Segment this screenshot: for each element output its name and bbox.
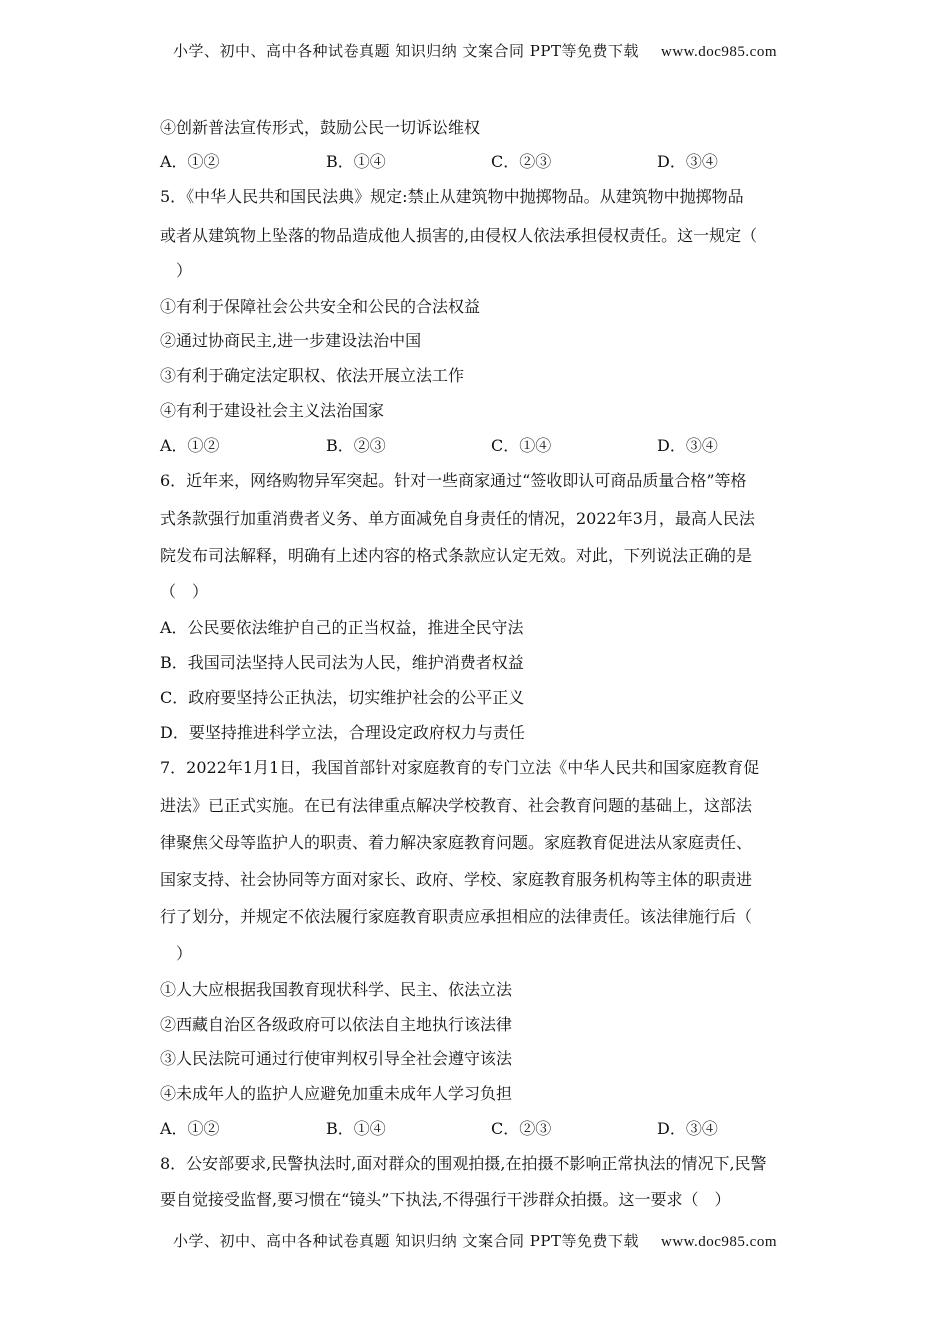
q6-stem-line-1: 6．近年来，网络购物异军突起。针对一些商家通过“签收即认可商品质量合格”等格 [160, 471, 747, 490]
q5-option-d: D．③④ [657, 436, 718, 455]
q6-option-a: A．公民要依法维护自己的正当权益，推进全民守法 [160, 618, 524, 637]
q7-stem-line-1: 7．2022年1月1日，我国首部针对家庭教育的专门立法《中华人民共和国家庭教育促 [160, 758, 760, 777]
q7-stem-line-2: 进法》已正式实施。在已有法律重点解决学校教育、社会教育问题的基础上，这部法 [160, 796, 753, 815]
q4-option-b: B．①④ [326, 152, 386, 171]
header-site-link[interactable]: www.doc985.com [660, 44, 777, 60]
q5-item-1: ①有利于保障社会公共安全和公民的合法权益 [160, 297, 481, 316]
q5-item-3: ③有利于确定法定职权、依法开展立法工作 [160, 366, 465, 385]
q6-option-b: B．我国司法坚持人民司法为人民，维护消费者权益 [160, 653, 524, 672]
q7-stem-line-4: 国家支持、社会协同等方面对家长、政府、学校、家庭教育服务机构等主体的职责进 [160, 870, 753, 889]
q5-stem-line-3: ） [160, 261, 193, 280]
q5-item-2: ②通过协商民主,进一步建设法治中国 [160, 331, 422, 350]
header-text: 小学、初中、高中各种试卷真题 知识归纳 文案合同 PPT等免费下载 [172, 42, 639, 60]
q5-option-a: A．①② [160, 436, 220, 455]
q7-item-3: ③人民法院可通过行使审判权引导全社会遵守该法 [160, 1049, 513, 1068]
q8-stem-line-1: 8．公安部要求,民警执法时,面对群众的围观拍摄,在拍摄不影响正常执法的情况下,民警 [160, 1154, 767, 1173]
q4-item-4: ④创新普法宣传形式，鼓励公民一切诉讼维权 [160, 118, 481, 137]
q4-option-d: D．③④ [657, 152, 718, 171]
q7-item-4: ④未成年人的监护人应避免加重未成年人学习负担 [160, 1084, 513, 1103]
q5-option-b: B．②③ [326, 436, 386, 455]
footer-text: 小学、初中、高中各种试卷真题 知识归纳 文案合同 PPT等免费下载 [172, 1232, 639, 1250]
q5-item-4: ④有利于建设社会主义法治国家 [160, 401, 385, 420]
q6-stem-line-2: 式条款强行加重消费者义务、单方面减免自身责任的情况，2022年3月，最高人民法 [160, 509, 755, 528]
q6-stem-line-4: （ ） [160, 582, 209, 601]
q5-option-c: C．①④ [491, 436, 552, 455]
q7-stem-line-5: 行了划分，并规定不依法履行家庭教育职责应承担相应的法律责任。该法律施行后（ [160, 907, 753, 926]
q6-stem-line-3: 院发布司法解释，明确有上述内容的格式条款应认定无效。对此，下列说法正确的是 [160, 546, 753, 565]
q7-option-b: B．①④ [326, 1119, 386, 1138]
q8-stem-line-2: 要自觉接受监督,要习惯在“镜头”下执法,不得强行干涉群众拍摄。这一要求（ ） [160, 1190, 731, 1209]
q5-stem-line-1: 5．《中华人民共和国民法典》规定:禁止从建筑物中抛掷物品。从建筑物中抛掷物品 [160, 187, 744, 206]
q6-option-c: C．政府要坚持公正执法，切实维护社会的公平正义 [160, 688, 525, 707]
q4-option-c: C．②③ [491, 152, 552, 171]
page-footer [0, 1230, 950, 1251]
q7-option-a: A．①② [160, 1119, 220, 1138]
q4-option-a: A．①② [160, 152, 220, 171]
q7-item-2: ②西藏自治区各级政府可以依法自主地执行该法律 [160, 1015, 513, 1034]
q5-stem-line-2: 或者从建筑物上坠落的物品造成他人损害的,由侵权人依法承担侵权责任。这一规定（ [160, 226, 758, 245]
q7-stem-line-3: 律聚焦父母等监护人的职责、着力解决家庭教育问题。家庭教育促进法从家庭责任、 [160, 833, 753, 852]
footer-site-link[interactable]: www.doc985.com [660, 1234, 777, 1250]
page-header [0, 40, 950, 61]
q7-option-c: C．②③ [491, 1119, 552, 1138]
q7-stem-line-6: ） [160, 944, 193, 963]
q7-option-d: D．③④ [657, 1119, 718, 1138]
q6-option-d: D．要坚持推进科学立法，合理设定政府权力与责任 [160, 723, 525, 742]
q7-item-1: ①人大应根据我国教育现状科学、民主、依法立法 [160, 980, 513, 999]
